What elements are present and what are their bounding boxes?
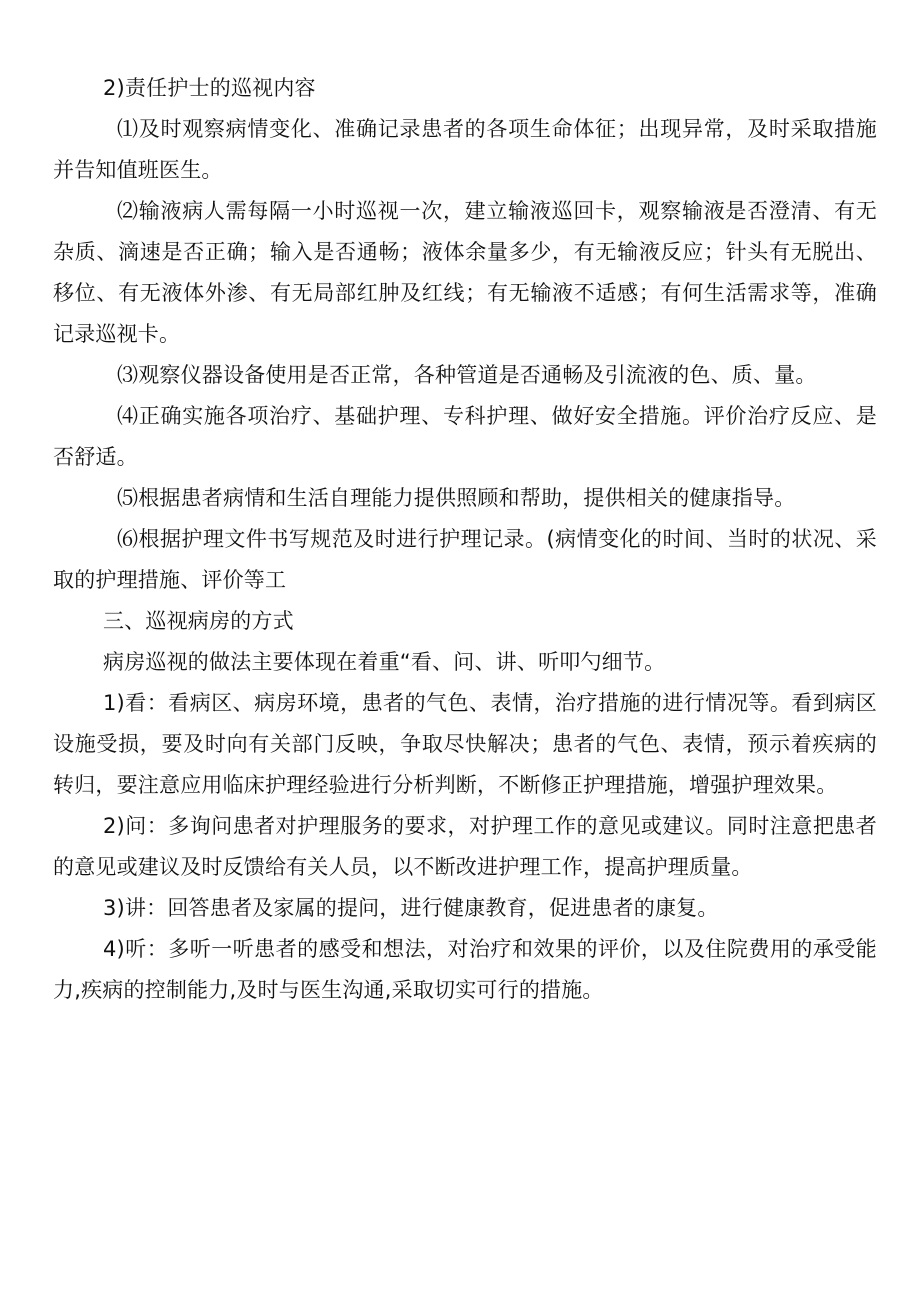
method-listen: 4)听：多听一听患者的感受和想法，对治疗和效果的评价，以及住院费用的承受能力,疾病的控制能力,及时与医生沟通,采取切实可行的措施。	[53, 937, 877, 1002]
method-ask: 2)问：多询问患者对护理服务的要求，对护理工作的意见或建议。同时注意把患者的意见或建议及时反馈给有关人员，以不断改进护理工作，提高护理质量。	[53, 814, 877, 879]
section-3-intro: 病房巡视的做法主要体现在着重“看、问、讲、听叩勺细节。	[103, 650, 666, 674]
patrol-item-3: ⑶观察仪器设备使用是否正常，各种管道是否通畅及引流液的色、质、量。	[117, 363, 817, 387]
patrol-item-1: ⑴及时观察病情变化、准确记录患者的各项生命体征；出现异常，及时采取措施并告知值班医生。	[53, 117, 877, 182]
section-2-heading: 2)责任护士的巡视内容	[103, 76, 316, 100]
method-look: 1)看：看病区、病房环境，患者的气色、表情，治疗措施的进行情况等。看到病区设施受损，要及时向有关部门反映，争取尽快解决；患者的气色、表情，预示着疾病的转归，要注意应用临床护理经验进行分析判断，不断修正护理措施，增强护理效果。	[53, 691, 877, 797]
patrol-item-5: ⑸根据患者病情和生活自理能力提供照顾和帮助，提供相关的健康指导。	[117, 486, 796, 510]
patrol-item-2: ⑵输液病人需每隔一小时巡视一次，建立输液巡回卡，观察输液是否澄清、有无杂质、滴速是否正确；输入是否通畅；液体余量多少，有无输液反应；针头有无脱出、移位、有无液体外渗、有无局部红肿及红线；有无输液不适感；有何生活需求等，准确记录巡视卡。	[53, 199, 877, 346]
method-speak: 3)讲：回答患者及家属的提问，进行健康教育，促进患者的康复。	[103, 896, 719, 920]
section-3-title: 三、巡视病房的方式	[103, 609, 294, 633]
patrol-item-4: ⑷正确实施各项治疗、基础护理、专科护理、做好安全措施。评价治疗反应、是否舒适。	[53, 404, 877, 469]
document-body	[53, 68, 877, 1011]
patrol-item-6: ⑹根据护理文件书写规范及时进行护理记录。(病情变化的时间、当时的状况、采取的护理措施、评价等工	[53, 527, 877, 592]
